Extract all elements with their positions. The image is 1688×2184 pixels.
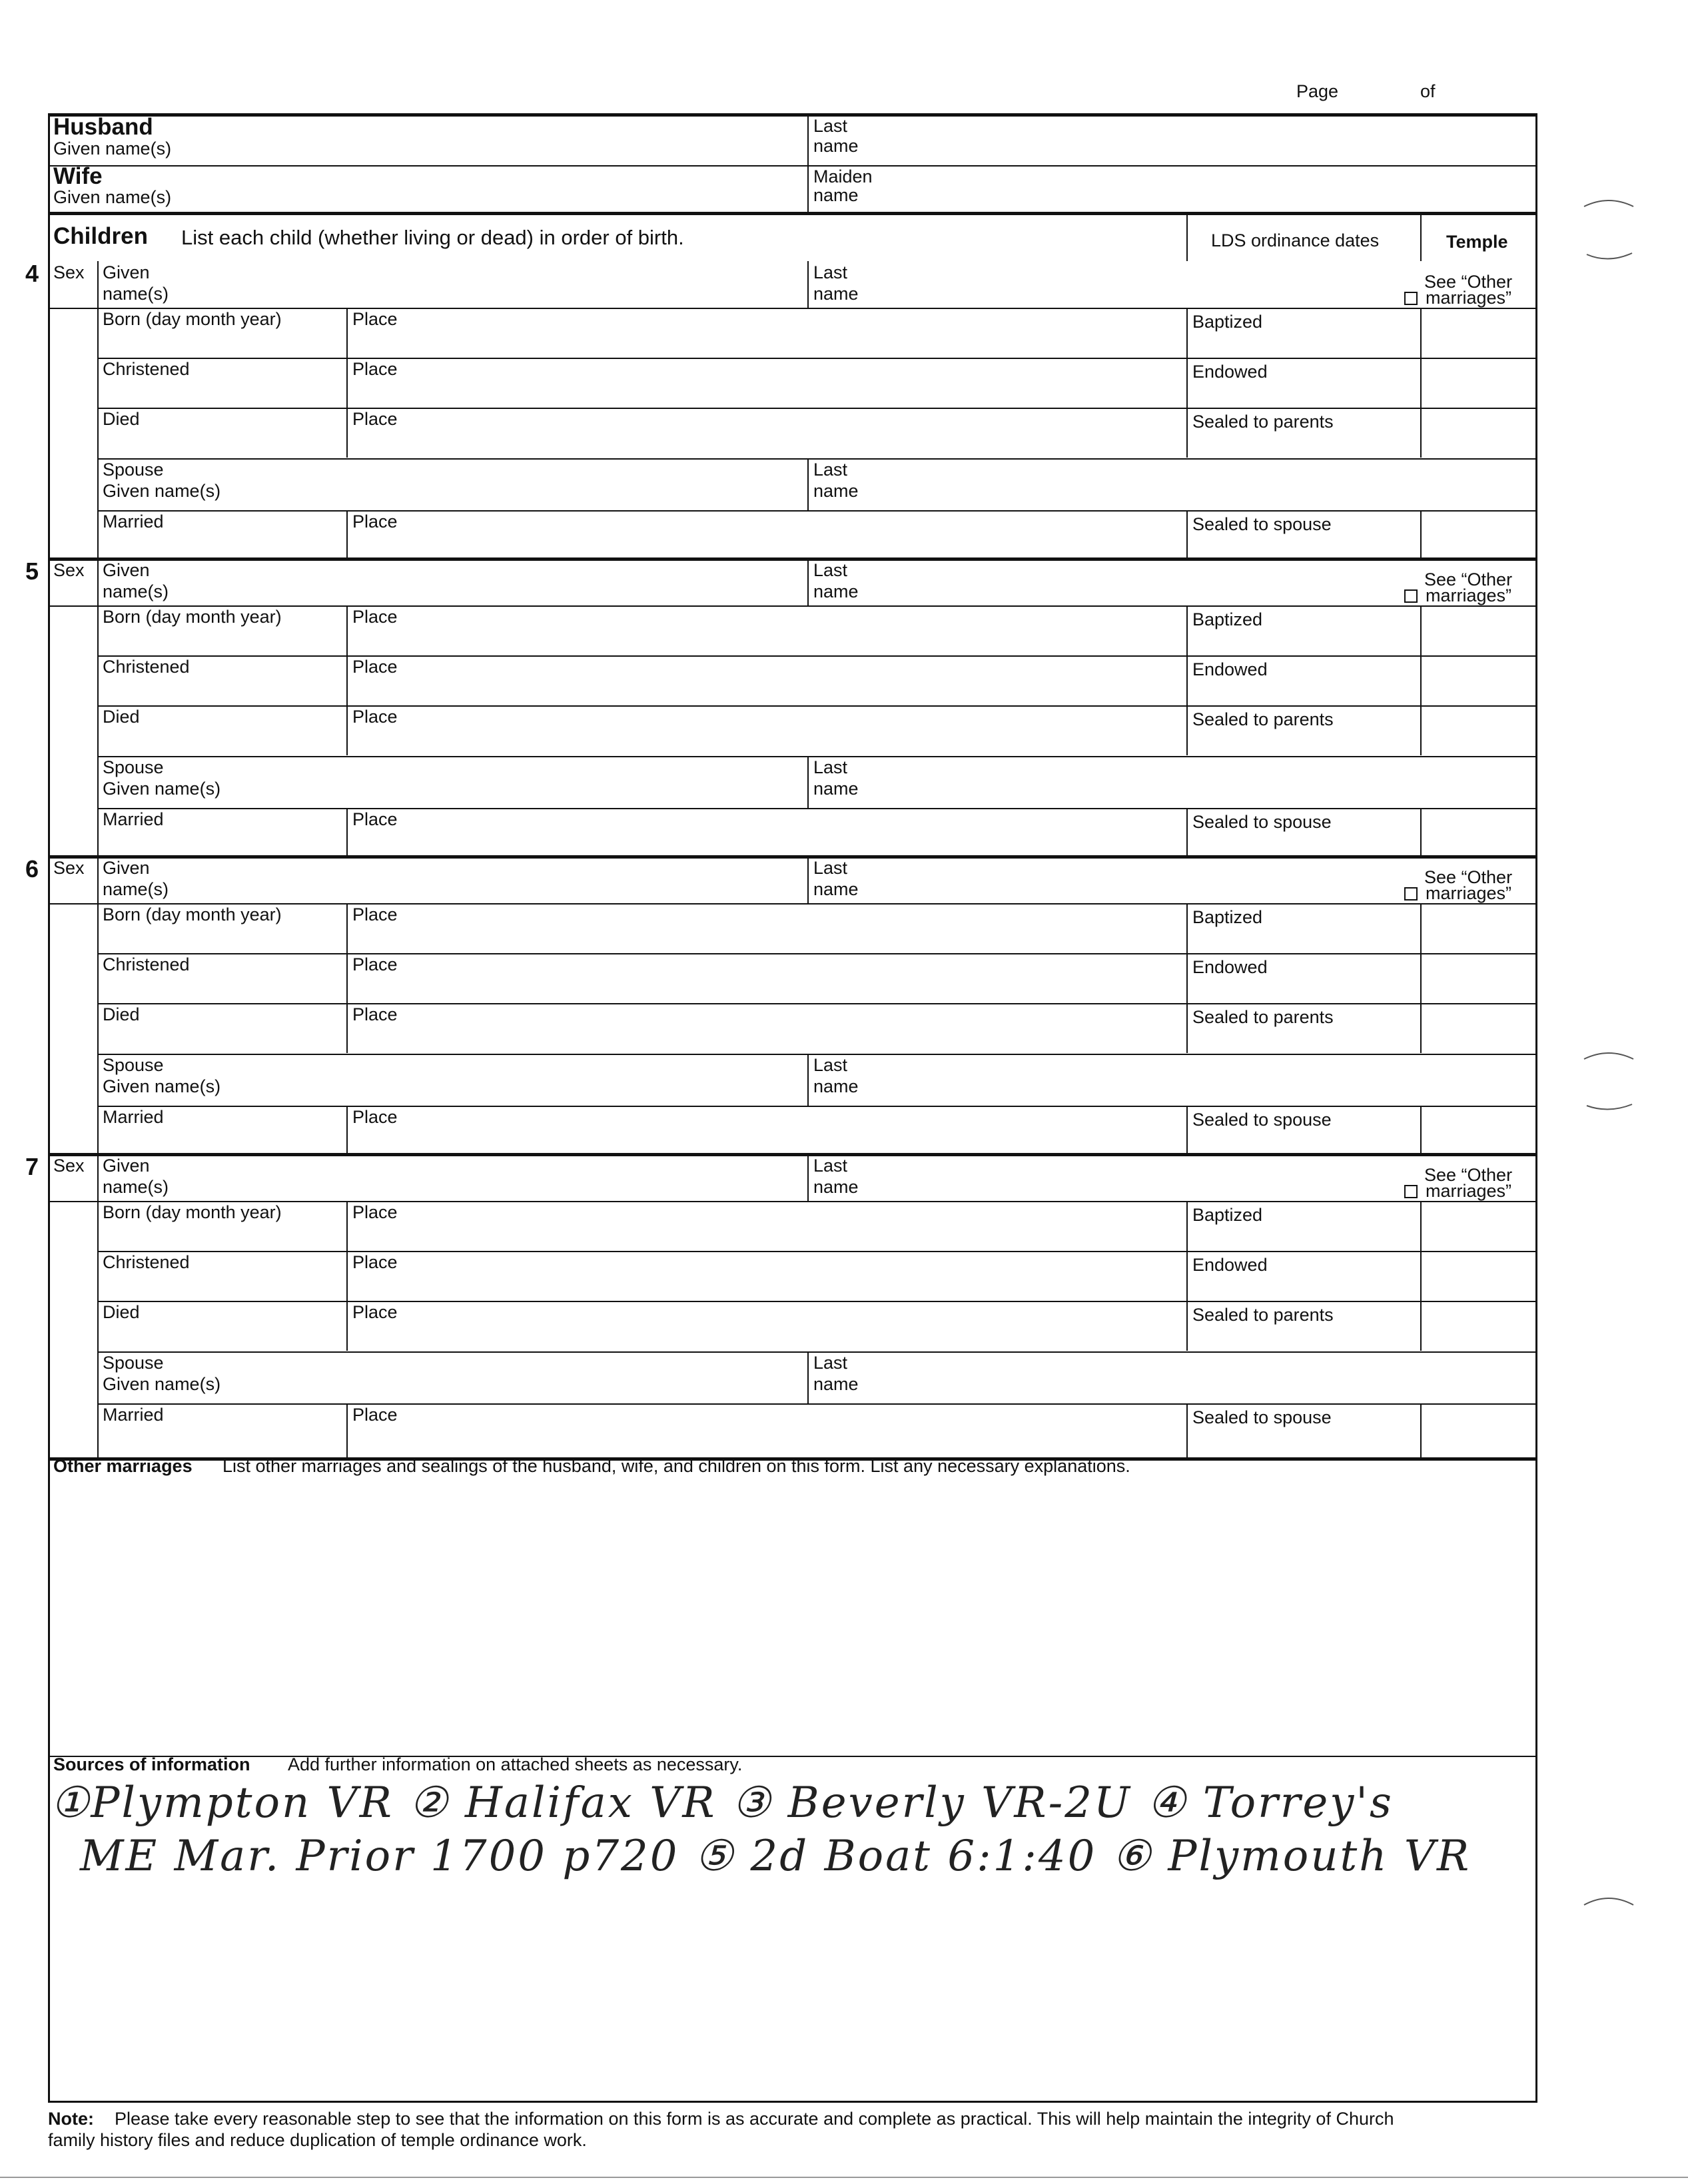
spouse-last-field[interactable] <box>879 462 1532 505</box>
binder-hole-mark-icon <box>1579 1039 1639 1119</box>
sealed_parents-date-field[interactable] <box>1192 1030 1416 1050</box>
given-last-divider <box>807 559 809 605</box>
wife-title: Wife <box>53 163 103 189</box>
place-lds-divider <box>1186 655 1188 705</box>
child-number: 4 <box>25 260 39 287</box>
lds-temple-divider <box>1420 1003 1422 1053</box>
last-label-2: name <box>813 879 859 899</box>
place-lds-divider <box>1186 1301 1188 1351</box>
last-label-1: Last <box>813 1156 848 1176</box>
spouse-label-1: Spouse <box>103 460 164 480</box>
born-label: Born (day month year) <box>103 309 282 329</box>
endowed-date-field[interactable] <box>1192 980 1416 1000</box>
sealed-spouse-temple-field[interactable] <box>1426 514 1532 554</box>
place-label: Place <box>352 905 398 924</box>
spouse-divider <box>807 1054 809 1106</box>
christened-place-field[interactable] <box>413 957 1179 1000</box>
husband-last-label-2: name <box>813 136 859 156</box>
sealed_parents-label: Sealed to parents <box>1192 412 1334 432</box>
born-date-field[interactable] <box>103 332 342 354</box>
place-lds-divider <box>1186 705 1188 755</box>
last-label-2: name <box>813 1177 859 1197</box>
last-label-2: name <box>813 581 859 601</box>
note-line-1: Please take every reasonable step to see that the information on this form is as accurate and complete as practical. This will help maintain the integrity of Church <box>115 2109 1394 2129</box>
born-place-field[interactable] <box>413 907 1179 950</box>
married-label: Married <box>103 512 164 532</box>
place-label: Place <box>352 954 398 974</box>
married-temple-divider <box>1420 510 1422 559</box>
lds-temple-divider <box>1420 1201 1422 1251</box>
see-other-label-2: marriages” <box>1426 883 1512 903</box>
row-divider <box>97 358 1537 359</box>
event-place-divider <box>346 1201 348 1251</box>
sealed_parents-date-field[interactable] <box>1192 1327 1416 1347</box>
sex-column-divider <box>97 559 99 857</box>
place-lds-divider <box>1186 953 1188 1003</box>
sex-field[interactable] <box>51 605 95 845</box>
row-divider <box>97 510 1537 512</box>
wife-maiden-label-2: name <box>813 185 859 205</box>
born-label: Born (day month year) <box>103 1202 282 1222</box>
baptized-temple-field[interactable] <box>1426 312 1532 354</box>
row-divider <box>97 408 1537 409</box>
sealed-spouse-date-field[interactable] <box>1192 1132 1416 1151</box>
married-date-field[interactable] <box>103 1427 342 1447</box>
sealed_parents-temple-field[interactable] <box>1426 709 1532 752</box>
children-title: Children <box>53 223 148 249</box>
page-label: Page <box>1296 81 1339 101</box>
wife-given-field[interactable] <box>180 171 799 208</box>
child-number: 5 <box>25 557 39 585</box>
child-divider <box>48 1153 1537 1156</box>
lds-temple-divider <box>1420 358 1422 408</box>
married-label: Married <box>103 809 164 829</box>
sealed-spouse-date-field[interactable] <box>1192 835 1416 853</box>
place-lds-divider <box>1186 408 1188 458</box>
born-place-field[interactable] <box>413 312 1179 354</box>
given-label-1: Given <box>103 560 150 580</box>
died-date-field[interactable] <box>103 1325 342 1347</box>
place-label: Place <box>352 809 398 829</box>
died-date-field[interactable] <box>103 432 342 454</box>
spouse-last-label-1: Last <box>813 1353 848 1373</box>
spouse-last-field[interactable] <box>879 1058 1532 1100</box>
lds-temple-divider <box>1420 408 1422 458</box>
event-place-divider <box>346 705 348 755</box>
row-divider <box>48 1201 99 1202</box>
row-divider <box>97 903 1537 905</box>
last-label-1: Last <box>813 560 848 580</box>
endowed-label: Endowed <box>1192 1255 1268 1275</box>
given-label-1: Given <box>103 858 150 878</box>
child-last-field[interactable] <box>879 563 1386 601</box>
sealed-spouse-label: Sealed to spouse <box>1192 1110 1332 1130</box>
sex-label: Sex <box>53 560 85 580</box>
sex-column-divider <box>97 857 99 1154</box>
christened-label: Christened <box>103 954 190 974</box>
other-marriages-instruction: List other marriages and sealings of the husband, wife, and children on this form. List any necessary explanations. <box>222 1456 1130 1476</box>
lds-temple-divider <box>1420 308 1422 358</box>
endowed-temple-field[interactable] <box>1426 659 1532 702</box>
baptized-date-field[interactable] <box>1192 930 1416 950</box>
married-place-field[interactable] <box>413 514 1179 554</box>
child-divider <box>48 557 1537 561</box>
children-instruction: List each child (whether living or dead) in order of birth. <box>181 226 684 249</box>
died-place-field[interactable] <box>413 412 1179 454</box>
married-place-divider <box>346 1403 348 1457</box>
see-other-label-2: marriages” <box>1426 1181 1512 1201</box>
event-place-divider <box>346 903 348 953</box>
christened-date-field[interactable] <box>103 1275 342 1297</box>
spouse-last-label-1: Last <box>813 1055 848 1075</box>
born-label: Born (day month year) <box>103 607 282 627</box>
spouse-given-field[interactable] <box>280 1355 799 1398</box>
sex-column-divider <box>97 1154 99 1457</box>
baptized-temple-field[interactable] <box>1426 907 1532 950</box>
place-label: Place <box>352 409 398 429</box>
row-divider <box>97 1403 1537 1405</box>
married-label: Married <box>103 1405 164 1425</box>
sex-field[interactable] <box>51 308 95 547</box>
sealed-spouse-temple-field[interactable] <box>1426 812 1532 852</box>
row-divider <box>48 903 99 905</box>
event-place-divider <box>346 308 348 358</box>
lds-temple-divider <box>1420 655 1422 705</box>
sources-area[interactable] <box>53 1778 1532 2098</box>
born-label: Born (day month year) <box>103 905 282 924</box>
binder-hole-mark-icon <box>1579 193 1639 273</box>
sealed_parents-temple-field[interactable] <box>1426 412 1532 454</box>
spouse-last-label-1: Last <box>813 757 848 777</box>
married-lds-divider <box>1186 808 1188 857</box>
row-divider <box>97 953 1537 954</box>
married-label: Married <box>103 1107 164 1127</box>
wife-maiden-field[interactable] <box>879 171 1532 208</box>
baptized-label: Baptized <box>1192 1205 1263 1225</box>
place-label: Place <box>352 607 398 627</box>
lds-temple-divider <box>1420 903 1422 953</box>
endowed-date-field[interactable] <box>1192 384 1416 404</box>
died-date-field[interactable] <box>103 729 342 752</box>
place-lds-divider <box>1186 605 1188 655</box>
spouse-last-field[interactable] <box>879 760 1532 803</box>
christened-label: Christened <box>103 359 190 379</box>
place-label: Place <box>352 1107 398 1127</box>
spouse-label-1: Spouse <box>103 1055 164 1075</box>
died-label: Died <box>103 1302 140 1322</box>
husband-given-label: Given name(s) <box>53 139 172 159</box>
place-label: Place <box>352 1252 398 1272</box>
sealed_parents-temple-field[interactable] <box>1426 1305 1532 1347</box>
sealed_parents-label: Sealed to parents <box>1192 1305 1334 1325</box>
sealed-spouse-date-field[interactable] <box>1192 537 1416 555</box>
child-given-field[interactable] <box>200 1158 799 1197</box>
spouse-label-2: Given name(s) <box>103 779 221 799</box>
place-label: Place <box>352 1302 398 1322</box>
place-label: Place <box>352 1004 398 1024</box>
lds-temple-divider <box>1420 1301 1422 1351</box>
spouse-last-field[interactable] <box>879 1355 1532 1398</box>
spouse-label-2: Given name(s) <box>103 481 221 501</box>
endowed-date-field[interactable] <box>1192 682 1416 702</box>
died-label: Died <box>103 1004 140 1024</box>
died-place-field[interactable] <box>413 1305 1179 1347</box>
endowed-label: Endowed <box>1192 659 1268 679</box>
row-divider <box>48 308 99 309</box>
sealed-spouse-temple-field[interactable] <box>1426 1407 1532 1447</box>
married-place-divider <box>346 808 348 857</box>
child-number: 6 <box>25 855 39 883</box>
christened-place-field[interactable] <box>413 659 1179 702</box>
see-other-label-1: See “Other <box>1424 867 1513 887</box>
spouse-label-1: Spouse <box>103 1353 164 1373</box>
born-place-field[interactable] <box>413 1205 1179 1248</box>
child-last-field[interactable] <box>879 1158 1386 1197</box>
place-label: Place <box>352 1202 398 1222</box>
sealed_parents-date-field[interactable] <box>1192 732 1416 752</box>
sealed-spouse-label: Sealed to spouse <box>1192 812 1332 832</box>
husband-given-field[interactable] <box>180 123 799 160</box>
died-place-field[interactable] <box>413 709 1179 752</box>
last-label-1: Last <box>813 858 848 878</box>
given-label-2: name(s) <box>103 581 169 601</box>
married-date-field[interactable] <box>103 832 342 852</box>
died-label: Died <box>103 409 140 429</box>
spouse-last-label-1: Last <box>813 460 848 480</box>
child-last-field[interactable] <box>879 265 1386 304</box>
lds-temple-divider <box>1420 953 1422 1003</box>
sealed-spouse-label: Sealed to spouse <box>1192 514 1332 534</box>
sex-label: Sex <box>53 858 85 878</box>
row-divider <box>97 808 1537 809</box>
sex-label: Sex <box>53 1156 85 1176</box>
married-place-divider <box>346 1106 348 1154</box>
born-place-field[interactable] <box>413 609 1179 652</box>
spouse-divider <box>807 756 809 808</box>
see-other-marriages-checkbox[interactable] <box>1404 1185 1418 1198</box>
see-other-label-1: See “Other <box>1424 569 1513 589</box>
event-place-divider <box>346 953 348 1003</box>
baptized-temple-field[interactable] <box>1426 609 1532 652</box>
spouse-label-1: Spouse <box>103 757 164 777</box>
married-place-field[interactable] <box>413 1407 1179 1447</box>
other-marriages-area[interactable] <box>53 1480 1532 1753</box>
died-place-field[interactable] <box>413 1007 1179 1050</box>
given-label-2: name(s) <box>103 879 169 899</box>
married-place-field[interactable] <box>413 812 1179 852</box>
place-lds-divider <box>1186 1251 1188 1301</box>
baptized-date-field[interactable] <box>1192 632 1416 652</box>
married-temple-divider <box>1420 1106 1422 1154</box>
spouse-given-field[interactable] <box>280 462 799 505</box>
spouse-divider <box>807 458 809 510</box>
place-lds-divider <box>1186 308 1188 358</box>
child-given-field[interactable] <box>200 265 799 304</box>
married-temple-divider <box>1420 1403 1422 1457</box>
husband-title: Husband <box>53 114 153 140</box>
event-place-divider <box>346 358 348 408</box>
place-label: Place <box>352 657 398 677</box>
other-marriages-title: Other marriages <box>53 1456 193 1476</box>
spouse-last-label-2: name <box>813 481 859 501</box>
sources-instruction: Add further information on attached sheets as necessary. <box>288 1754 743 1774</box>
baptized-label: Baptized <box>1192 609 1263 629</box>
given-last-divider <box>807 1154 809 1201</box>
sealed-spouse-label: Sealed to spouse <box>1192 1407 1332 1427</box>
married-lds-divider <box>1186 1106 1188 1154</box>
married-lds-divider <box>1186 1403 1188 1457</box>
died-date-field[interactable] <box>103 1027 342 1050</box>
endowed-date-field[interactable] <box>1192 1277 1416 1297</box>
christened-place-field[interactable] <box>413 1255 1179 1297</box>
see-other-marriages-checkbox[interactable] <box>1404 887 1418 901</box>
given-label-2: name(s) <box>103 284 169 304</box>
place-label: Place <box>352 707 398 727</box>
row-divider <box>97 655 1537 657</box>
married-date-field[interactable] <box>103 534 342 554</box>
given-last-divider <box>807 261 809 308</box>
row-divider <box>97 1251 1537 1252</box>
endowed-label: Endowed <box>1192 362 1268 382</box>
row-divider <box>97 705 1537 707</box>
spouse-last-label-2: name <box>813 779 859 799</box>
endowed-temple-field[interactable] <box>1426 362 1532 404</box>
baptized-date-field[interactable] <box>1192 1228 1416 1248</box>
died-label: Died <box>103 707 140 727</box>
married-date-field[interactable] <box>103 1130 342 1150</box>
born-date-field[interactable] <box>103 1225 342 1248</box>
husband-last-field[interactable] <box>879 123 1532 160</box>
endowed-temple-field[interactable] <box>1426 957 1532 1000</box>
place-lds-divider <box>1186 358 1188 408</box>
event-place-divider <box>346 1251 348 1301</box>
place-lds-divider <box>1186 1003 1188 1053</box>
child-given-field[interactable] <box>200 861 799 899</box>
note-line-2: family history files and reduce duplication of temple ordinance work. <box>48 2130 587 2150</box>
sealed-spouse-temple-field[interactable] <box>1426 1110 1532 1150</box>
row-divider <box>97 1106 1537 1107</box>
see-other-label-2: marriages” <box>1426 585 1512 605</box>
christened-label: Christened <box>103 657 190 677</box>
see-other-marriages-checkbox[interactable] <box>1404 589 1418 603</box>
place-lds-divider <box>1186 1201 1188 1251</box>
event-place-divider <box>346 605 348 655</box>
page-of-label: of <box>1420 81 1436 101</box>
sources-handwritten-line-1: ①Plympton VR ② Halifax VR ③ Beverly VR-2U ④ Torrey's <box>51 1778 1394 1828</box>
place-label: Place <box>352 309 398 329</box>
place-label: Place <box>352 359 398 379</box>
row-divider <box>97 1201 1537 1202</box>
spouse-last-label-2: name <box>813 1374 859 1394</box>
wife-maiden-label-1: Maiden <box>813 167 873 186</box>
sex-field[interactable] <box>51 1201 95 1441</box>
christened-date-field[interactable] <box>103 977 342 1000</box>
event-place-divider <box>346 1301 348 1351</box>
temple-header: Temple <box>1446 232 1508 252</box>
spouse-given-field[interactable] <box>280 1058 799 1100</box>
sealed_parents-label: Sealed to parents <box>1192 1007 1334 1027</box>
lds-ordinance-dates-header: LDS ordinance dates <box>1211 230 1380 250</box>
endowed-temple-field[interactable] <box>1426 1255 1532 1297</box>
last-label-2: name <box>813 284 859 304</box>
event-place-divider <box>346 1003 348 1053</box>
row-divider <box>97 1003 1537 1004</box>
sources-title: Sources of information <box>53 1754 250 1774</box>
event-place-divider <box>346 655 348 705</box>
spouse-given-field[interactable] <box>280 760 799 803</box>
sex-field[interactable] <box>51 903 95 1143</box>
sealed_parents-label: Sealed to parents <box>1192 709 1334 729</box>
spouse-divider <box>807 1351 809 1403</box>
place-label: Place <box>352 1405 398 1425</box>
note-label: Note: <box>48 2109 94 2129</box>
given-label-1: Given <box>103 262 150 282</box>
row-divider <box>97 1301 1537 1302</box>
christened-label: Christened <box>103 1252 190 1272</box>
born-date-field[interactable] <box>103 927 342 950</box>
child-divider <box>48 855 1537 859</box>
christened-date-field[interactable] <box>103 382 342 404</box>
married-lds-divider <box>1186 510 1188 559</box>
sealed_parents-date-field[interactable] <box>1192 434 1416 454</box>
see-other-label-1: See “Other <box>1424 1165 1513 1185</box>
sex-label: Sex <box>53 262 85 282</box>
event-place-divider <box>346 408 348 458</box>
endowed-label: Endowed <box>1192 957 1268 977</box>
baptized-label: Baptized <box>1192 907 1263 927</box>
child-last-field[interactable] <box>879 861 1386 899</box>
place-label: Place <box>352 512 398 532</box>
christened-date-field[interactable] <box>103 679 342 702</box>
sex-column-divider <box>97 261 99 559</box>
married-place-divider <box>346 510 348 559</box>
sealed-spouse-date-field[interactable] <box>1192 1430 1416 1449</box>
last-label-1: Last <box>813 262 848 282</box>
lds-temple-divider <box>1420 705 1422 755</box>
christened-place-field[interactable] <box>413 362 1179 404</box>
sealed_parents-temple-field[interactable] <box>1426 1007 1532 1050</box>
spouse-label-2: Given name(s) <box>103 1076 221 1096</box>
spouse-last-label-2: name <box>813 1076 859 1096</box>
row-divider <box>97 605 1537 607</box>
given-last-divider <box>807 857 809 903</box>
married-place-field[interactable] <box>413 1110 1179 1150</box>
sources-handwritten-line-2: ME Mar. Prior 1700 p720 ⑤ 2d Boat 6:1:40 ⑥ Plymouth VR <box>80 1832 1472 1881</box>
given-label-2: name(s) <box>103 1177 169 1197</box>
see-other-label-2: marriages” <box>1426 288 1512 308</box>
baptized-temple-field[interactable] <box>1426 1205 1532 1248</box>
see-other-label-1: See “Other <box>1424 272 1513 292</box>
row-divider <box>48 605 99 607</box>
child-given-field[interactable] <box>200 563 799 601</box>
binder-hole-mark-icon <box>1579 1878 1639 1945</box>
husband-last-label-1: Last <box>813 116 848 136</box>
married-temple-divider <box>1420 808 1422 857</box>
child-number: 7 <box>25 1153 39 1180</box>
baptized-label: Baptized <box>1192 312 1263 332</box>
see-other-marriages-checkbox[interactable] <box>1404 292 1418 305</box>
row-divider <box>97 308 1537 309</box>
lds-temple-divider <box>1420 1251 1422 1301</box>
spouse-label-2: Given name(s) <box>103 1374 221 1394</box>
born-date-field[interactable] <box>103 629 342 652</box>
given-label-1: Given <box>103 1156 150 1176</box>
place-lds-divider <box>1186 903 1188 953</box>
lds-temple-divider <box>1420 605 1422 655</box>
baptized-date-field[interactable] <box>1192 334 1416 354</box>
wife-given-label: Given name(s) <box>53 187 172 207</box>
